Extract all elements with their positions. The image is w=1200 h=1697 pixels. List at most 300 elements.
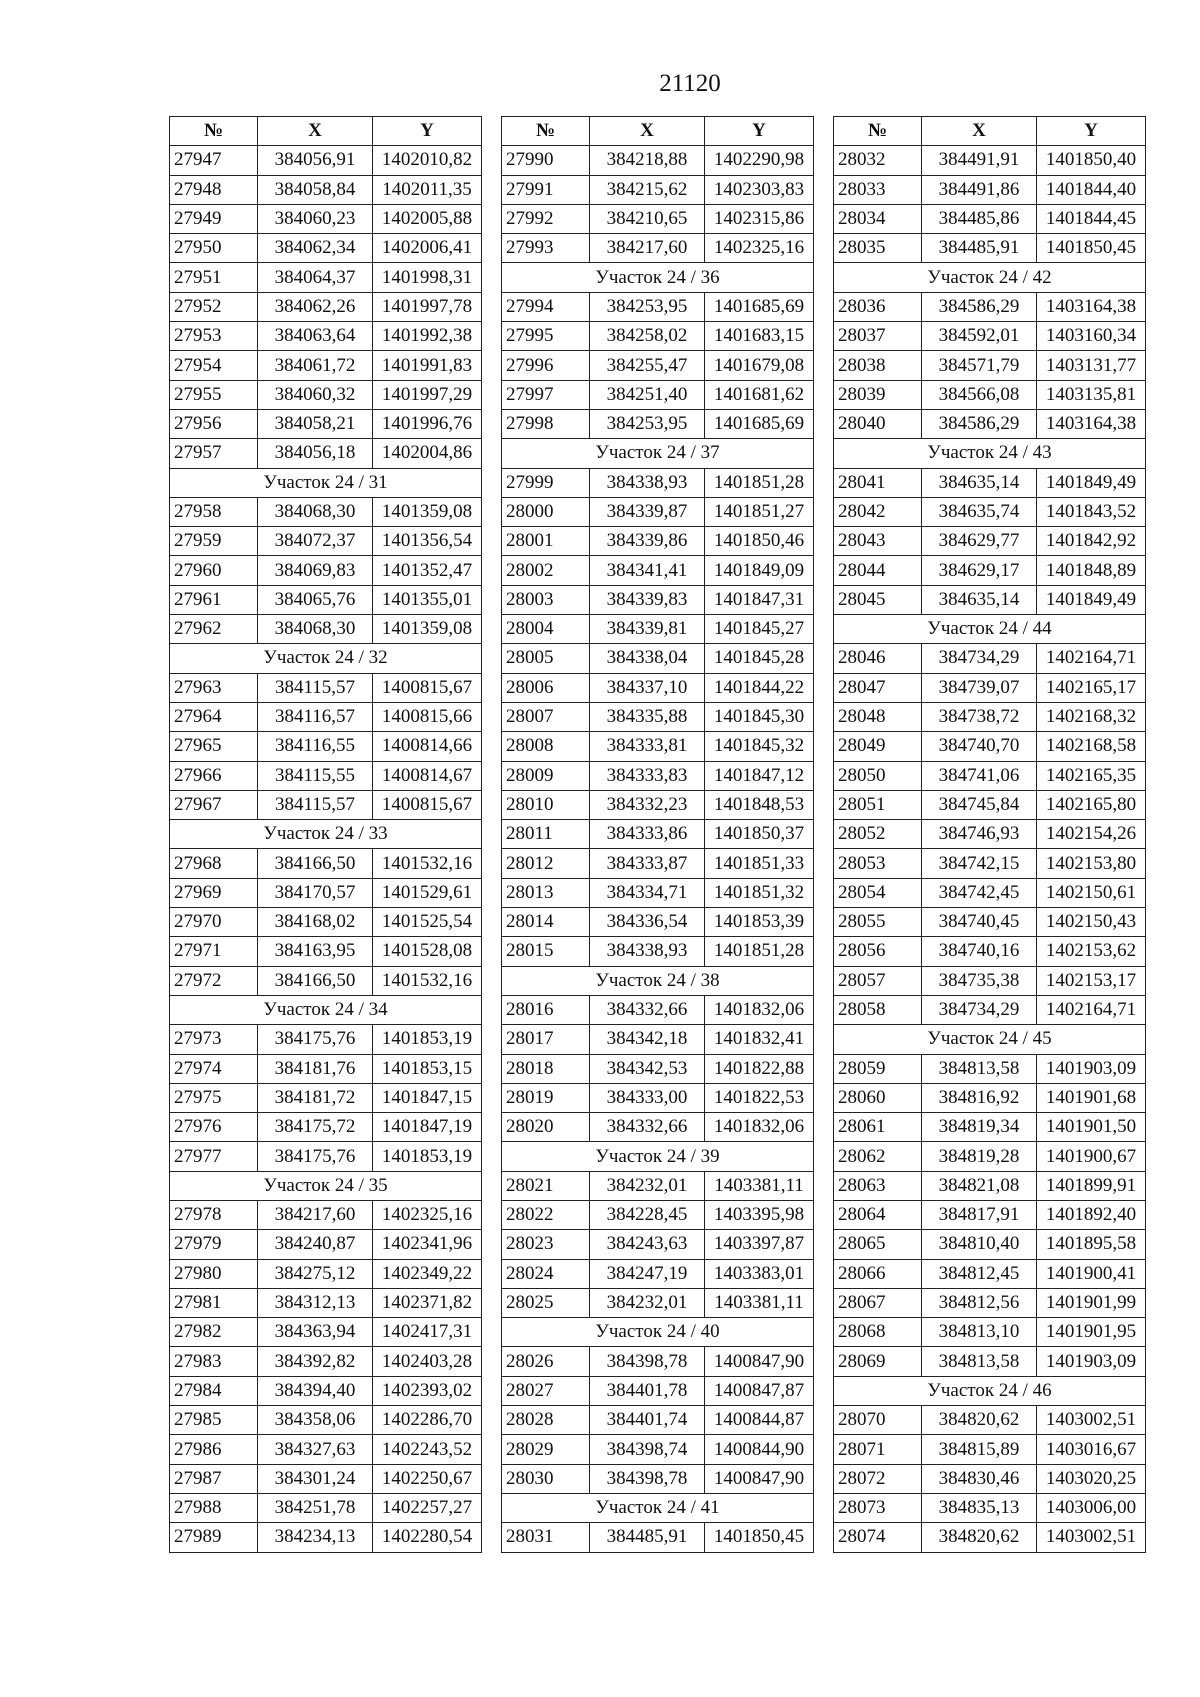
point-number-cell: 27947 [170, 146, 258, 175]
point-number-cell: 27959 [170, 527, 258, 556]
table-row [502, 234, 814, 263]
point-number-cell: 27969 [170, 878, 258, 907]
x-coordinate-cell: 384485,91 [590, 1523, 705, 1552]
table-row [502, 849, 814, 878]
point-number-cell: 28066 [834, 1259, 922, 1288]
x-coordinate-cell: 384301,24 [258, 1464, 373, 1493]
section-title: Участок 24 / 43 [834, 439, 1146, 468]
table-row [834, 1347, 1146, 1376]
y-coordinate-cell: 1402341,96 [373, 1230, 482, 1259]
x-coordinate-cell: 384338,04 [590, 644, 705, 673]
y-coordinate-cell: 1401847,19 [373, 1113, 482, 1142]
x-coordinate-cell: 384734,29 [922, 644, 1037, 673]
point-number-cell: 27980 [170, 1259, 258, 1288]
table-row [170, 615, 482, 644]
x-coordinate-cell: 384332,66 [590, 1113, 705, 1142]
y-coordinate-cell: 1401997,29 [373, 380, 482, 409]
x-coordinate-cell: 384398,74 [590, 1435, 705, 1464]
point-number-cell: 28001 [502, 527, 590, 556]
table-row [502, 732, 814, 761]
section-row [502, 1318, 814, 1347]
x-coordinate-cell: 384342,18 [590, 1025, 705, 1054]
point-number-cell: 28054 [834, 878, 922, 907]
y-coordinate-cell: 1401842,92 [1037, 527, 1146, 556]
y-coordinate-cell: 1401685,69 [705, 409, 814, 438]
y-coordinate-cell: 1401529,61 [373, 878, 482, 907]
y-coordinate-cell: 1401848,53 [705, 790, 814, 819]
y-coordinate-cell: 1401845,28 [705, 644, 814, 673]
y-coordinate-cell: 1401844,22 [705, 673, 814, 702]
table-row [834, 1200, 1146, 1229]
y-coordinate-cell: 1402243,52 [373, 1435, 482, 1464]
y-coordinate-cell: 1401844,40 [1037, 175, 1146, 204]
point-number-cell: 28044 [834, 556, 922, 585]
y-coordinate-cell: 1400814,66 [373, 732, 482, 761]
table-row [502, 1230, 814, 1259]
point-number-cell: 27979 [170, 1230, 258, 1259]
y-coordinate-cell: 1403381,11 [705, 1171, 814, 1200]
x-coordinate-cell: 384232,01 [590, 1288, 705, 1317]
section-title: Участок 24 / 32 [170, 644, 482, 673]
point-number-cell: 28043 [834, 527, 922, 556]
y-coordinate-cell: 1401900,67 [1037, 1142, 1146, 1171]
x-coordinate-cell: 384745,84 [922, 790, 1037, 819]
section-row [170, 644, 482, 673]
x-coordinate-cell: 384060,23 [258, 204, 373, 233]
table-row [834, 937, 1146, 966]
table-row [170, 1200, 482, 1229]
table-row [502, 790, 814, 819]
y-coordinate-cell: 1402325,16 [705, 234, 814, 263]
x-coordinate-cell: 384339,83 [590, 585, 705, 614]
x-coordinate-cell: 384740,70 [922, 732, 1037, 761]
table-row [834, 409, 1146, 438]
point-number-cell: 27976 [170, 1113, 258, 1142]
point-number-cell: 27958 [170, 497, 258, 526]
y-coordinate-cell: 1401853,19 [373, 1142, 482, 1171]
x-coordinate-cell: 384234,13 [258, 1523, 373, 1552]
y-coordinate-cell: 1402417,31 [373, 1318, 482, 1347]
point-number-cell: 28032 [834, 146, 922, 175]
section-title: Участок 24 / 39 [502, 1142, 814, 1171]
y-coordinate-cell: 1403383,01 [705, 1259, 814, 1288]
table-row [834, 468, 1146, 497]
coordinates-grid [169, 116, 482, 1553]
x-coordinate-cell: 384253,95 [590, 409, 705, 438]
point-number-cell: 27964 [170, 702, 258, 731]
point-number-cell: 27949 [170, 204, 258, 233]
x-coordinate-cell: 384218,88 [590, 146, 705, 175]
table-row [502, 1406, 814, 1435]
point-number-cell: 27987 [170, 1464, 258, 1493]
table-row [834, 380, 1146, 409]
point-number-cell: 28048 [834, 702, 922, 731]
x-coordinate-cell: 384333,87 [590, 849, 705, 878]
point-number-cell: 27995 [502, 322, 590, 351]
header-row [170, 117, 482, 146]
table-row [834, 1406, 1146, 1435]
table-row [834, 761, 1146, 790]
point-number-cell: 27994 [502, 292, 590, 321]
point-number-cell: 27954 [170, 351, 258, 380]
table-row [834, 644, 1146, 673]
y-coordinate-cell: 1401901,95 [1037, 1318, 1146, 1347]
point-number-cell: 28027 [502, 1376, 590, 1405]
y-coordinate-cell: 1402257,27 [373, 1493, 482, 1522]
x-coordinate-cell: 384327,63 [258, 1435, 373, 1464]
table-row [170, 732, 482, 761]
table-row [502, 497, 814, 526]
y-coordinate-cell: 1402349,22 [373, 1259, 482, 1288]
y-coordinate-cell: 1401996,76 [373, 409, 482, 438]
table-row [502, 1200, 814, 1229]
y-coordinate-cell: 1402250,67 [373, 1464, 482, 1493]
y-coordinate-cell: 1403160,34 [1037, 322, 1146, 351]
point-number-cell: 28068 [834, 1318, 922, 1347]
x-coordinate-cell: 384635,74 [922, 497, 1037, 526]
x-coordinate-cell: 384217,60 [258, 1200, 373, 1229]
point-number-cell: 27978 [170, 1200, 258, 1229]
section-row [834, 263, 1146, 292]
point-number-cell: 28018 [502, 1054, 590, 1083]
table-row [170, 1025, 482, 1054]
y-coordinate-cell: 1400815,66 [373, 702, 482, 731]
header-y: Y [1037, 117, 1146, 146]
point-number-cell: 28034 [834, 204, 922, 233]
x-coordinate-cell: 384813,58 [922, 1347, 1037, 1376]
x-coordinate-cell: 384338,93 [590, 937, 705, 966]
y-coordinate-cell: 1402325,16 [373, 1200, 482, 1229]
y-coordinate-cell: 1400814,67 [373, 761, 482, 790]
point-number-cell: 27953 [170, 322, 258, 351]
x-coordinate-cell: 384337,10 [590, 673, 705, 702]
table-row [834, 1054, 1146, 1083]
x-coordinate-cell: 384166,50 [258, 849, 373, 878]
y-coordinate-cell: 1401832,06 [705, 995, 814, 1024]
table-row [502, 1259, 814, 1288]
x-coordinate-cell: 384485,91 [922, 234, 1037, 263]
section-title: Участок 24 / 46 [834, 1376, 1146, 1405]
y-coordinate-cell: 1401352,47 [373, 556, 482, 585]
table-row [834, 1464, 1146, 1493]
table-row [834, 556, 1146, 585]
header-y: Y [705, 117, 814, 146]
x-coordinate-cell: 384740,16 [922, 937, 1037, 966]
table-row [834, 878, 1146, 907]
x-coordinate-cell: 384062,26 [258, 292, 373, 321]
y-coordinate-cell: 1401850,46 [705, 527, 814, 556]
x-coordinate-cell: 384735,38 [922, 966, 1037, 995]
table-row [170, 1464, 482, 1493]
point-number-cell: 28023 [502, 1230, 590, 1259]
point-number-cell: 28020 [502, 1113, 590, 1142]
point-number-cell: 28010 [502, 790, 590, 819]
table-row [502, 409, 814, 438]
table-row [170, 175, 482, 204]
table-row [502, 292, 814, 321]
table-row [502, 380, 814, 409]
header-x: X [922, 117, 1037, 146]
y-coordinate-cell: 1402393,02 [373, 1376, 482, 1405]
x-coordinate-cell: 384215,62 [590, 175, 705, 204]
x-coordinate-cell: 384063,64 [258, 322, 373, 351]
table-row [502, 615, 814, 644]
table-row [834, 1523, 1146, 1552]
table-row [170, 761, 482, 790]
table-row [502, 556, 814, 585]
section-row [170, 820, 482, 849]
y-coordinate-cell: 1400844,87 [705, 1406, 814, 1435]
table-row [170, 1493, 482, 1522]
x-coordinate-cell: 384830,46 [922, 1464, 1037, 1493]
point-number-cell: 27993 [502, 234, 590, 263]
table-row [170, 263, 482, 292]
x-coordinate-cell: 384258,02 [590, 322, 705, 351]
point-number-cell: 27977 [170, 1142, 258, 1171]
x-coordinate-cell: 384166,50 [258, 966, 373, 995]
point-number-cell: 28011 [502, 820, 590, 849]
x-coordinate-cell: 384398,78 [590, 1464, 705, 1493]
header-number: № [170, 117, 258, 146]
x-coordinate-cell: 384068,30 [258, 615, 373, 644]
table-row [834, 820, 1146, 849]
y-coordinate-cell: 1401851,28 [705, 468, 814, 497]
y-coordinate-cell: 1402153,62 [1037, 937, 1146, 966]
x-coordinate-cell: 384181,76 [258, 1054, 373, 1083]
header-number: № [502, 117, 590, 146]
table-row [834, 1171, 1146, 1200]
y-coordinate-cell: 1403135,81 [1037, 380, 1146, 409]
y-coordinate-cell: 1400815,67 [373, 673, 482, 702]
x-coordinate-cell: 384056,91 [258, 146, 373, 175]
point-number-cell: 28000 [502, 497, 590, 526]
point-number-cell: 27955 [170, 380, 258, 409]
table-row [502, 468, 814, 497]
coordinates-grid [833, 116, 1146, 1553]
point-number-cell: 28031 [502, 1523, 590, 1552]
x-coordinate-cell: 384336,54 [590, 908, 705, 937]
point-number-cell: 27998 [502, 409, 590, 438]
section-row [502, 1142, 814, 1171]
coordinates-table-1 [169, 116, 481, 1553]
table-row [834, 1435, 1146, 1464]
y-coordinate-cell: 1402165,17 [1037, 673, 1146, 702]
y-coordinate-cell: 1401850,40 [1037, 146, 1146, 175]
point-number-cell: 27957 [170, 439, 258, 468]
table-row [834, 585, 1146, 614]
table-row [170, 380, 482, 409]
coordinates-table-3 [833, 116, 1145, 1553]
x-coordinate-cell: 384363,94 [258, 1318, 373, 1347]
x-coordinate-cell: 384358,06 [258, 1406, 373, 1435]
section-title: Участок 24 / 40 [502, 1318, 814, 1347]
table-row [170, 1318, 482, 1347]
x-coordinate-cell: 384813,10 [922, 1318, 1037, 1347]
point-number-cell: 27948 [170, 175, 258, 204]
table-row [834, 234, 1146, 263]
x-coordinate-cell: 384210,65 [590, 204, 705, 233]
point-number-cell: 28065 [834, 1230, 922, 1259]
section-title: Участок 24 / 31 [170, 468, 482, 497]
x-coordinate-cell: 384058,21 [258, 409, 373, 438]
table-row [502, 351, 814, 380]
table-row [170, 1259, 482, 1288]
x-coordinate-cell: 384821,08 [922, 1171, 1037, 1200]
point-number-cell: 27975 [170, 1083, 258, 1112]
y-coordinate-cell: 1403020,25 [1037, 1464, 1146, 1493]
section-row [834, 615, 1146, 644]
point-number-cell: 27984 [170, 1376, 258, 1405]
point-number-cell: 28029 [502, 1435, 590, 1464]
section-title: Участок 24 / 44 [834, 615, 1146, 644]
point-number-cell: 28061 [834, 1113, 922, 1142]
section-row [502, 1493, 814, 1522]
y-coordinate-cell: 1402165,35 [1037, 761, 1146, 790]
x-coordinate-cell: 384401,74 [590, 1406, 705, 1435]
y-coordinate-cell: 1402315,86 [705, 204, 814, 233]
point-number-cell: 28037 [834, 322, 922, 351]
table-row [170, 292, 482, 321]
table-row [170, 937, 482, 966]
x-coordinate-cell: 384819,28 [922, 1142, 1037, 1171]
table-row [502, 995, 814, 1024]
point-number-cell: 28017 [502, 1025, 590, 1054]
table-row [502, 761, 814, 790]
x-coordinate-cell: 384065,76 [258, 585, 373, 614]
point-number-cell: 28006 [502, 673, 590, 702]
y-coordinate-cell: 1401853,15 [373, 1054, 482, 1083]
x-coordinate-cell: 384571,79 [922, 351, 1037, 380]
point-number-cell: 27982 [170, 1318, 258, 1347]
x-coordinate-cell: 384064,37 [258, 263, 373, 292]
y-coordinate-cell: 1401822,53 [705, 1083, 814, 1112]
point-number-cell: 28064 [834, 1200, 922, 1229]
y-coordinate-cell: 1402006,41 [373, 234, 482, 263]
table-row [502, 175, 814, 204]
point-number-cell: 27960 [170, 556, 258, 585]
point-number-cell: 28003 [502, 585, 590, 614]
y-coordinate-cell: 1402403,28 [373, 1347, 482, 1376]
section-row [170, 468, 482, 497]
point-number-cell: 28057 [834, 966, 922, 995]
y-coordinate-cell: 1400815,67 [373, 790, 482, 819]
point-number-cell: 28015 [502, 937, 590, 966]
point-number-cell: 28024 [502, 1259, 590, 1288]
table-row [502, 1025, 814, 1054]
x-coordinate-cell: 384333,83 [590, 761, 705, 790]
y-coordinate-cell: 1401851,33 [705, 849, 814, 878]
section-title: Участок 24 / 41 [502, 1493, 814, 1522]
x-coordinate-cell: 384228,45 [590, 1200, 705, 1229]
table-row [502, 1435, 814, 1464]
x-coordinate-cell: 384335,88 [590, 702, 705, 731]
x-coordinate-cell: 384342,53 [590, 1054, 705, 1083]
table-row [170, 702, 482, 731]
table-row [502, 1083, 814, 1112]
point-number-cell: 27952 [170, 292, 258, 321]
point-number-cell: 27972 [170, 966, 258, 995]
section-title: Участок 24 / 37 [502, 439, 814, 468]
point-number-cell: 28059 [834, 1054, 922, 1083]
table-row [834, 175, 1146, 204]
table-row [834, 966, 1146, 995]
point-number-cell: 28072 [834, 1464, 922, 1493]
point-number-cell: 27986 [170, 1435, 258, 1464]
x-coordinate-cell: 384746,93 [922, 820, 1037, 849]
y-coordinate-cell: 1401679,08 [705, 351, 814, 380]
point-number-cell: 28056 [834, 937, 922, 966]
y-coordinate-cell: 1403164,38 [1037, 409, 1146, 438]
table-row [170, 1230, 482, 1259]
point-number-cell: 27996 [502, 351, 590, 380]
point-number-cell: 28073 [834, 1493, 922, 1522]
x-coordinate-cell: 384820,62 [922, 1406, 1037, 1435]
y-coordinate-cell: 1401850,45 [705, 1523, 814, 1552]
y-coordinate-cell: 1401849,49 [1037, 585, 1146, 614]
table-row [170, 439, 482, 468]
y-coordinate-cell: 1403002,51 [1037, 1523, 1146, 1552]
point-number-cell: 27968 [170, 849, 258, 878]
point-number-cell: 28022 [502, 1200, 590, 1229]
y-coordinate-cell: 1401847,15 [373, 1083, 482, 1112]
y-coordinate-cell: 1401832,06 [705, 1113, 814, 1142]
y-coordinate-cell: 1401845,30 [705, 702, 814, 731]
y-coordinate-cell: 1401685,69 [705, 292, 814, 321]
x-coordinate-cell: 384816,92 [922, 1083, 1037, 1112]
x-coordinate-cell: 384740,45 [922, 908, 1037, 937]
table-row [502, 204, 814, 233]
y-coordinate-cell: 1402005,88 [373, 204, 482, 233]
y-coordinate-cell: 1402371,82 [373, 1288, 482, 1317]
point-number-cell: 27985 [170, 1406, 258, 1435]
table-row [502, 1288, 814, 1317]
x-coordinate-cell: 384629,77 [922, 527, 1037, 556]
y-coordinate-cell: 1401851,27 [705, 497, 814, 526]
y-coordinate-cell: 1401847,31 [705, 585, 814, 614]
y-coordinate-cell: 1401359,08 [373, 615, 482, 644]
point-number-cell: 28013 [502, 878, 590, 907]
table-row [502, 820, 814, 849]
y-coordinate-cell: 1402150,61 [1037, 878, 1146, 907]
header-number: № [834, 117, 922, 146]
point-number-cell: 27983 [170, 1347, 258, 1376]
point-number-cell: 27967 [170, 790, 258, 819]
table-row [502, 1523, 814, 1552]
table-row [834, 908, 1146, 937]
x-coordinate-cell: 384339,81 [590, 615, 705, 644]
x-coordinate-cell: 384251,40 [590, 380, 705, 409]
y-coordinate-cell: 1401903,09 [1037, 1054, 1146, 1083]
y-coordinate-cell: 1403131,77 [1037, 351, 1146, 380]
x-coordinate-cell: 384566,08 [922, 380, 1037, 409]
x-coordinate-cell: 384116,57 [258, 702, 373, 731]
x-coordinate-cell: 384251,78 [258, 1493, 373, 1522]
point-number-cell: 27950 [170, 234, 258, 263]
y-coordinate-cell: 1401992,38 [373, 322, 482, 351]
x-coordinate-cell: 384812,45 [922, 1259, 1037, 1288]
y-coordinate-cell: 1401845,32 [705, 732, 814, 761]
point-number-cell: 28070 [834, 1406, 922, 1435]
table-row [502, 1113, 814, 1142]
x-coordinate-cell: 384181,72 [258, 1083, 373, 1112]
x-coordinate-cell: 384392,82 [258, 1347, 373, 1376]
table-row [170, 1288, 482, 1317]
x-coordinate-cell: 384175,72 [258, 1113, 373, 1142]
y-coordinate-cell: 1401892,40 [1037, 1200, 1146, 1229]
table-row [834, 995, 1146, 1024]
table-row [170, 409, 482, 438]
table-row [170, 1083, 482, 1112]
